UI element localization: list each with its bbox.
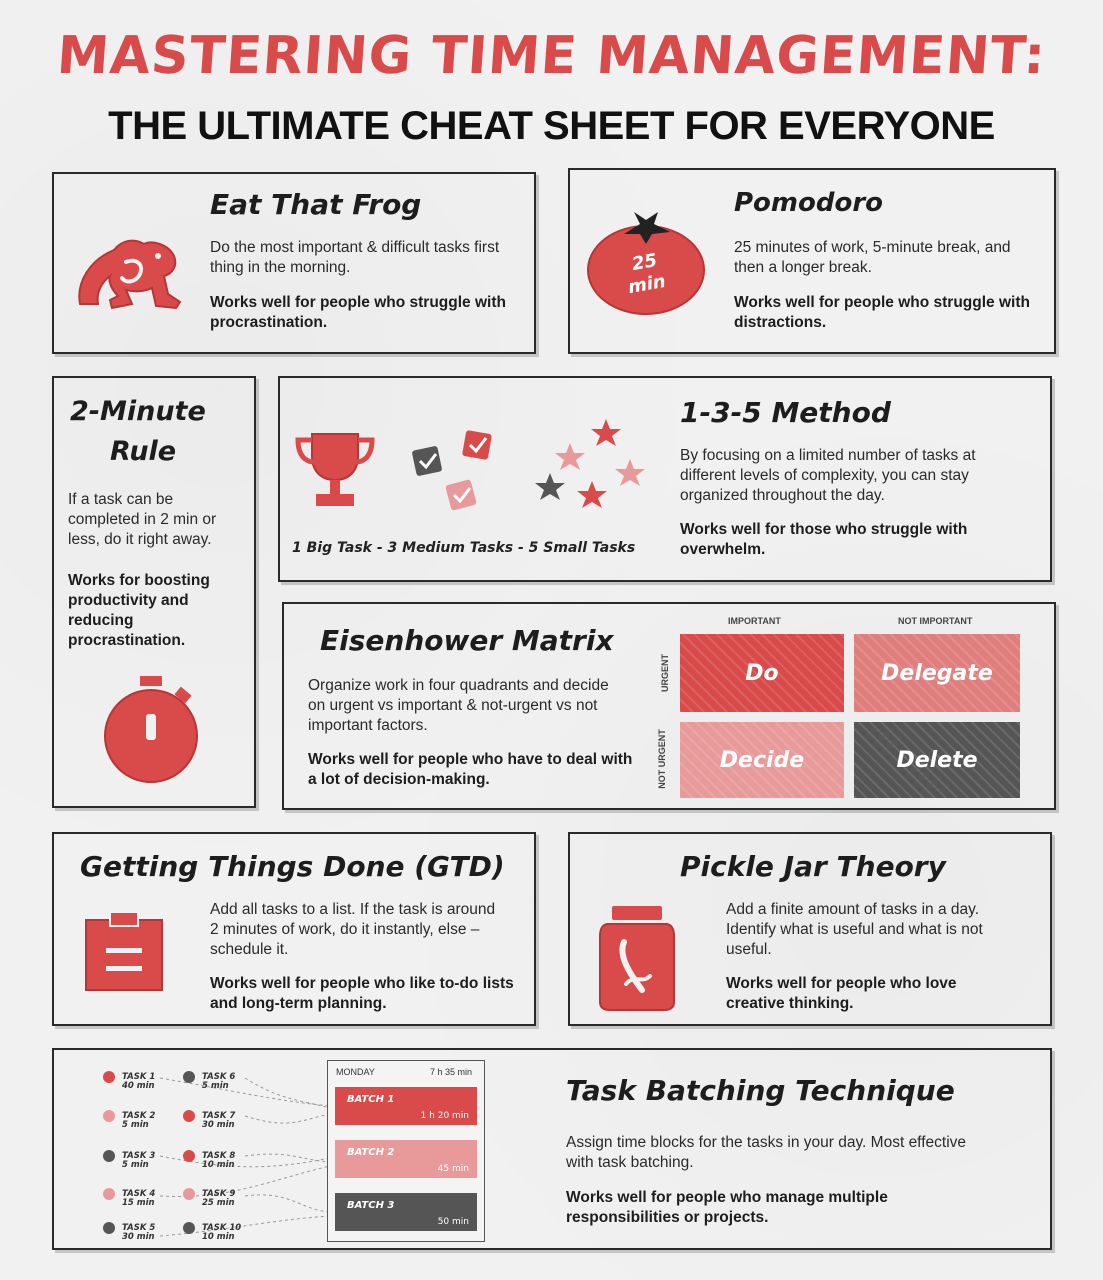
task-9-dot	[183, 1188, 195, 1200]
task-8-time: 10 min	[202, 1160, 235, 1170]
label-not-important: NOT IMPORTANT	[898, 616, 973, 626]
task-3-label	[122, 1152, 155, 1170]
task-7-dot	[183, 1110, 195, 1122]
one-three-five-desc: By focusing on a limited number of tasks at different levels of complexity, you can stay organized throughout the day.	[680, 447, 976, 504]
gtd-works: Works well for people who like to-do lists and long-term planning.	[210, 975, 514, 1012]
task-2-name: TASK 2	[122, 1111, 156, 1121]
batch-1-name: BATCH 1	[347, 1094, 395, 1105]
gtd-desc: Add all tasks to a list. If the task is around 2 minutes of work, do it instantly, else – schedule it.	[210, 901, 496, 958]
label-urgent: URGENT	[660, 654, 670, 692]
task-5-name: TASK 5	[122, 1223, 156, 1233]
task-6-name: TASK 6	[202, 1072, 236, 1082]
task-9-label	[202, 1190, 235, 1208]
tomato-unit: min	[626, 270, 668, 299]
label-important: IMPORTANT	[728, 616, 781, 626]
task-10-name: TASK 10	[202, 1223, 242, 1233]
batch-1	[335, 1087, 477, 1125]
batch-connectors	[150, 1060, 340, 1255]
task-4-name: TASK 4	[122, 1189, 156, 1199]
two-minute-desc: If a task can be completed in 2 min or less, do it right away.	[68, 491, 217, 548]
task-7-time: 30 min	[202, 1120, 235, 1130]
task-6-label	[202, 1073, 235, 1091]
page-subtitle: THE ULTIMATE CHEAT SHEET FOR EVERYONE	[108, 104, 995, 148]
monday-label: MONDAY	[336, 1067, 375, 1077]
frog-icon	[72, 232, 184, 317]
eisenhower-works: Works well for people who have to deal with a lot of decision-making.	[308, 751, 633, 788]
task-8-name: TASK 8	[202, 1151, 236, 1161]
task-3-dot	[103, 1150, 115, 1162]
checkbox-icon	[408, 428, 500, 525]
task-9-name: TASK 9	[202, 1189, 236, 1199]
batch-1-time: 1 h 20 min	[420, 1111, 469, 1121]
task-1-name: TASK 1	[122, 1072, 156, 1082]
task-2-dot	[103, 1110, 115, 1122]
pickle-desc: Add a finite amount of tasks in a day. Identify what is useful and what is not useful.	[726, 901, 983, 958]
batch-2-time: 45 min	[437, 1164, 469, 1174]
task-7-label	[202, 1112, 235, 1130]
eisenhower-title: Eisenhower Matrix	[320, 624, 614, 657]
task-2-label	[122, 1112, 155, 1130]
jar-icon	[598, 904, 676, 1017]
task-9-time: 25 min	[202, 1198, 235, 1208]
label-not-urgent: NOT URGENT	[656, 729, 667, 789]
pomodoro-works: Works well for people who struggle with distractions.	[734, 294, 1030, 331]
two-minute-title-line1: 2-Minute	[70, 396, 206, 427]
gtd-title: Getting Things Done (GTD)	[80, 850, 505, 883]
one-three-five-works: Works well for those who struggle with overwhelm.	[680, 521, 968, 558]
batch-3	[335, 1193, 477, 1231]
trophy-icon	[292, 428, 378, 519]
task-1-label	[122, 1073, 155, 1091]
batch-2	[335, 1140, 477, 1178]
task-3-name: TASK 3	[122, 1151, 156, 1161]
task-3-time: 5 min	[122, 1160, 149, 1170]
task-1-dot	[103, 1071, 115, 1083]
task-4-dot	[103, 1188, 115, 1200]
task-1-time: 40 min	[122, 1081, 155, 1091]
batch-2-name: BATCH 2	[347, 1147, 395, 1158]
task-10-label	[202, 1224, 241, 1242]
task-8-label	[202, 1152, 235, 1170]
task-10-time: 10 min	[202, 1232, 235, 1242]
task-6-dot	[183, 1071, 195, 1083]
two-minute-works: Works for boosting productivity and reducing procrastination.	[68, 572, 210, 649]
pickle-title: Pickle Jar Theory	[680, 850, 946, 883]
tomato-number: 25	[630, 249, 659, 276]
batch-3-name: BATCH 3	[347, 1200, 395, 1211]
eisenhower-desc: Organize work in four quadrants and decide on urgent vs important & not-urgent vs not important factors.	[308, 677, 609, 734]
task-6-time: 5 min	[202, 1081, 229, 1091]
stopwatch-icon	[96, 672, 206, 791]
one-three-five-caption: 1 Big Task - 3 Medium Tasks - 5 Small Tasks	[292, 540, 636, 556]
task-7-name: TASK 7	[202, 1111, 236, 1121]
quadrant-delegate: Delegate	[854, 634, 1020, 712]
pickle-works: Works well for people who love creative thinking.	[726, 975, 957, 1012]
task-5-dot	[103, 1222, 115, 1234]
batching-works: Works well for people who manage multiple responsibilities or projects.	[566, 1189, 888, 1226]
clipboard-icon	[82, 910, 166, 999]
monday-total: 7 h 35 min	[430, 1067, 473, 1077]
batching-desc: Assign time blocks for the tasks in your day. Most effective with task batching.	[566, 1134, 967, 1171]
task-2-time: 5 min	[122, 1120, 149, 1130]
batching-title: Task Batching Technique	[566, 1074, 955, 1107]
frog-desc: Do the most important & difficult tasks first thing in the morning.	[210, 239, 500, 276]
task-4-time: 15 min	[122, 1198, 155, 1208]
task-5-label	[122, 1224, 155, 1242]
quadrant-delete: Delete	[854, 722, 1020, 798]
task-8-dot	[183, 1150, 195, 1162]
frog-title: Eat That Frog	[210, 188, 422, 221]
batch-3-time: 50 min	[437, 1217, 469, 1227]
page-title: MASTERING TIME MANAGEMENT:	[55, 26, 1048, 86]
task-10-dot	[183, 1222, 195, 1234]
task-5-time: 30 min	[122, 1232, 155, 1242]
star-icon	[530, 415, 650, 530]
quadrant-decide: Decide	[680, 722, 844, 798]
frog-works: Works well for people who struggle with procrastination.	[210, 294, 506, 331]
quadrant-do: Do	[680, 634, 844, 712]
task-4-label	[122, 1190, 155, 1208]
one-three-five-title: 1-3-5 Method	[680, 396, 891, 429]
pomodoro-desc: 25 minutes of work, 5-minute break, and then a longer break.	[734, 239, 1011, 276]
two-minute-title-line2: Rule	[110, 436, 177, 467]
pomodoro-title: Pomodoro	[734, 188, 884, 218]
